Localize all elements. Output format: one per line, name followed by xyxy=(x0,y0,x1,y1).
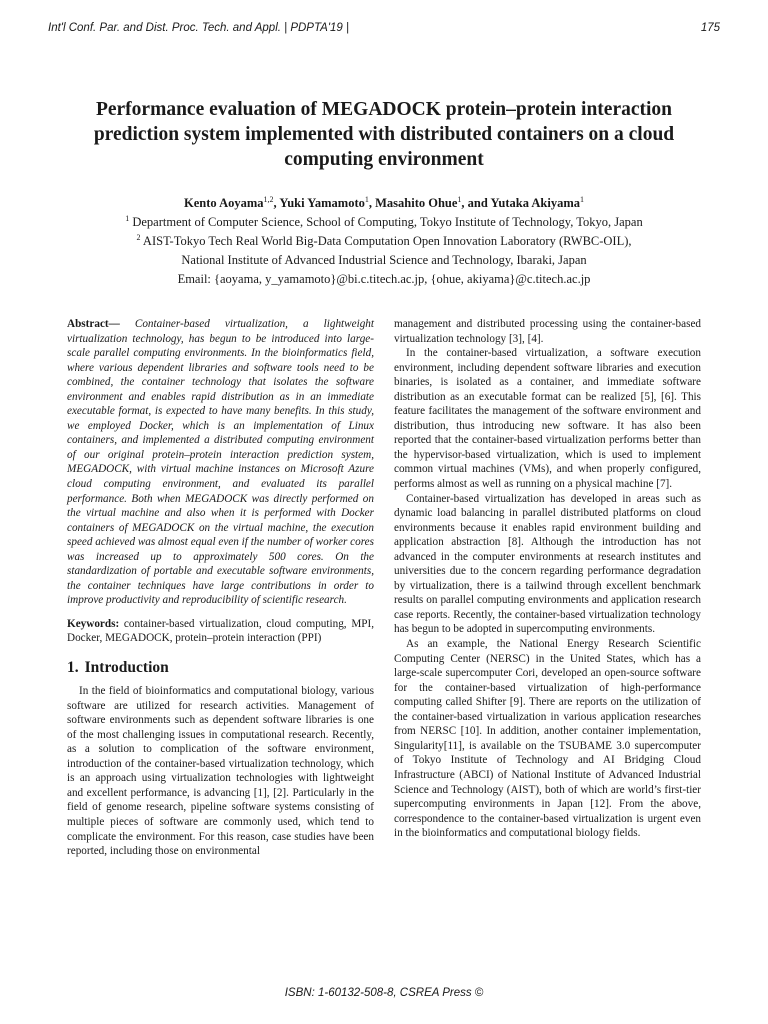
abstract-label: Abstract xyxy=(67,318,109,330)
footer-isbn: ISBN: 1-60132-508-8, CSREA Press © xyxy=(284,987,484,999)
author-name: Yuki Yamamoto xyxy=(279,196,365,210)
affiliation-2 xyxy=(60,232,708,251)
keywords xyxy=(67,617,374,646)
section-heading-introduction xyxy=(67,659,374,677)
author-block xyxy=(60,194,708,289)
section-number: 1. xyxy=(67,659,79,677)
right-column xyxy=(394,317,701,841)
author-affiliation-mark: 1,2 xyxy=(263,195,274,204)
author-separator: , and xyxy=(461,196,491,210)
affiliation-mark: 1 xyxy=(125,214,130,223)
keywords-text: container-based virtualization, cloud computing, MPI, Docker, MEGADOCK, protein–protein interaction (PPI) xyxy=(67,617,375,645)
left-column xyxy=(67,317,374,859)
paper-title: Performance evaluation of MEGADOCK protein–protein interaction prediction system implemented with distributed containers on a cloud computing environment xyxy=(93,99,675,170)
page-number: 175 xyxy=(700,22,720,34)
affiliation-2-continuation: National Institute of Advanced Industrial Science and Technology, Ibaraki, Japan xyxy=(181,253,587,267)
abstract-dash: — xyxy=(108,318,120,330)
running-header: Int'l Conf. Par. and Dist. Proc. Tech. and Appl. | PDPTA'19 | xyxy=(48,22,349,34)
author-name: Yutaka Akiyama xyxy=(490,196,580,210)
affiliation-1 xyxy=(60,213,708,232)
body-paragraph: In the container-based virtualization, a software execution environment, including dependent software libraries and execution binaries, is isolated as a container, and immediate software distribution as an executable format can be realized [5], [6]. This feature facilitates the management of the software environment and distribution, thus introducing new software. It has also been reported that the container-based virtualization performs better than the hypervisor-based virtualization, which is used to implement common virtual machines (VMs), and when properly configured, performs almost as well as running on a physical machine [7]. xyxy=(394,347,701,491)
body-paragraph: Container-based virtualization has developed in areas such as dynamic load balancing in parallel distributed platforms on cloud environments because it enables rapid environment building and application abstraction [8]. Although the introduction has not advanced in the computer environments at research institutes and universities due to the concern regarding performance degradation by virtualization, there is a tailwind through excellent benchmark results on parallel computing environments and application research case reports. Recently, the container-based virtualization technology has begun to be adopted in supercomputing environments. xyxy=(394,492,701,636)
affiliation-text: Department of Computer Science, School of Computing, Tokyo Institute of Technology, Tokyo, Japan xyxy=(132,215,643,229)
keywords-label: Keywords: xyxy=(67,617,120,630)
body-paragraph-continuation: management and distributed processing using the container-based virtualization technology [3], [4]. xyxy=(394,318,701,345)
author-list xyxy=(60,194,708,213)
affiliation-text: AIST-Tokyo Tech Real World Big-Data Computation Open Innovation Laboratory (RWBC-OIL), xyxy=(142,234,632,248)
author-email: Email: {aoyama, y_yamamoto}@bi.c.titech.ac.jp, {ohue, akiyama}@c.titech.ac.jp xyxy=(177,272,591,286)
body-paragraph: In the field of bioinformatics and computational biology, various software are utilized for research activities. Management of software environments such as dependent software libraries is one of the most challenging issues in computational research. Recently, as a solution to complication of the software environment, introduction of the container-based virtualization technology, which is an approach using virtualization technologies with lightweight and excellent performance, is advancing [1], [2]. Particularly in the field of genome research, pipeline software systems consisting of multiple pieces of software are commonly used, which tend to complicate the environment. For this reason, case studies have been reported, including those on environmental xyxy=(67,685,374,858)
body-paragraph: As an example, the National Energy Research Scientific Computing Center (NERSC) in the United States, which has a large-scale supercomputer Cori, developed an open-source software for the container-based virtualization of high-performance computing called Shifter [9]. There are reports on the utilization of the container-based virtualization in various application researches from NERSC [10]. In addition, another container implementation, Singularity[11], is available on the TSUBAME 3.0 supercomputer of Tokyo Institute of Technology and AI Bridging Cloud Infrastructure (ABCI) of National Institute of Advanced Industrial Science and Technology (AIST), both of which are world’s first-tier supercomputing environments in Japan [12]. From the above, correspondence to the container-based virtualization is urgent even in the bioinformatics and computational biology fields. xyxy=(394,638,701,840)
abstract xyxy=(67,317,374,608)
author-affiliation-mark: 1 xyxy=(364,195,369,204)
section-title: Introduction xyxy=(84,659,169,677)
abstract-text: Container-based virtualization, a lightweight virtualization technology, has begun to be introduced into large-scale parallel computing environments. In the bioinformatics field, where various dependent libraries and software tools need to be combined, the container technology that isolates the software environment and enables rapid distribution as in an immediate executable format, is expected to have many benefits. In this study, we employed Docker, which is an implementation of Linux containers, and implemented a distributed computing environment of our original protein–protein interaction prediction system, MEGADOCK, with virtual machine instances on Microsoft Azure cloud computing environment, and evaluated its parallel performance. Both when MEGADOCK was directly performed on the virtual machine and also when it is performed with Docker containers of MEGADOCK on the virtual machine, the execution speed achieved was almost equal even if the number of worker cores was increased up to approximately 500 cores. On the standardization of portable and executable software environments, the container techniques have large contributions in order to improve productivity and reproducibility of scientific research. xyxy=(67,318,374,607)
author-separator: , xyxy=(368,196,376,210)
author-name: Masahito Ohue xyxy=(375,196,458,210)
author-name: Kento Aoyama xyxy=(184,196,264,210)
author-separator: , xyxy=(273,196,280,210)
author-affiliation-mark: 1 xyxy=(580,195,584,204)
author-affiliation-mark: 1 xyxy=(457,195,462,204)
affiliation-mark: 2 xyxy=(136,233,141,242)
